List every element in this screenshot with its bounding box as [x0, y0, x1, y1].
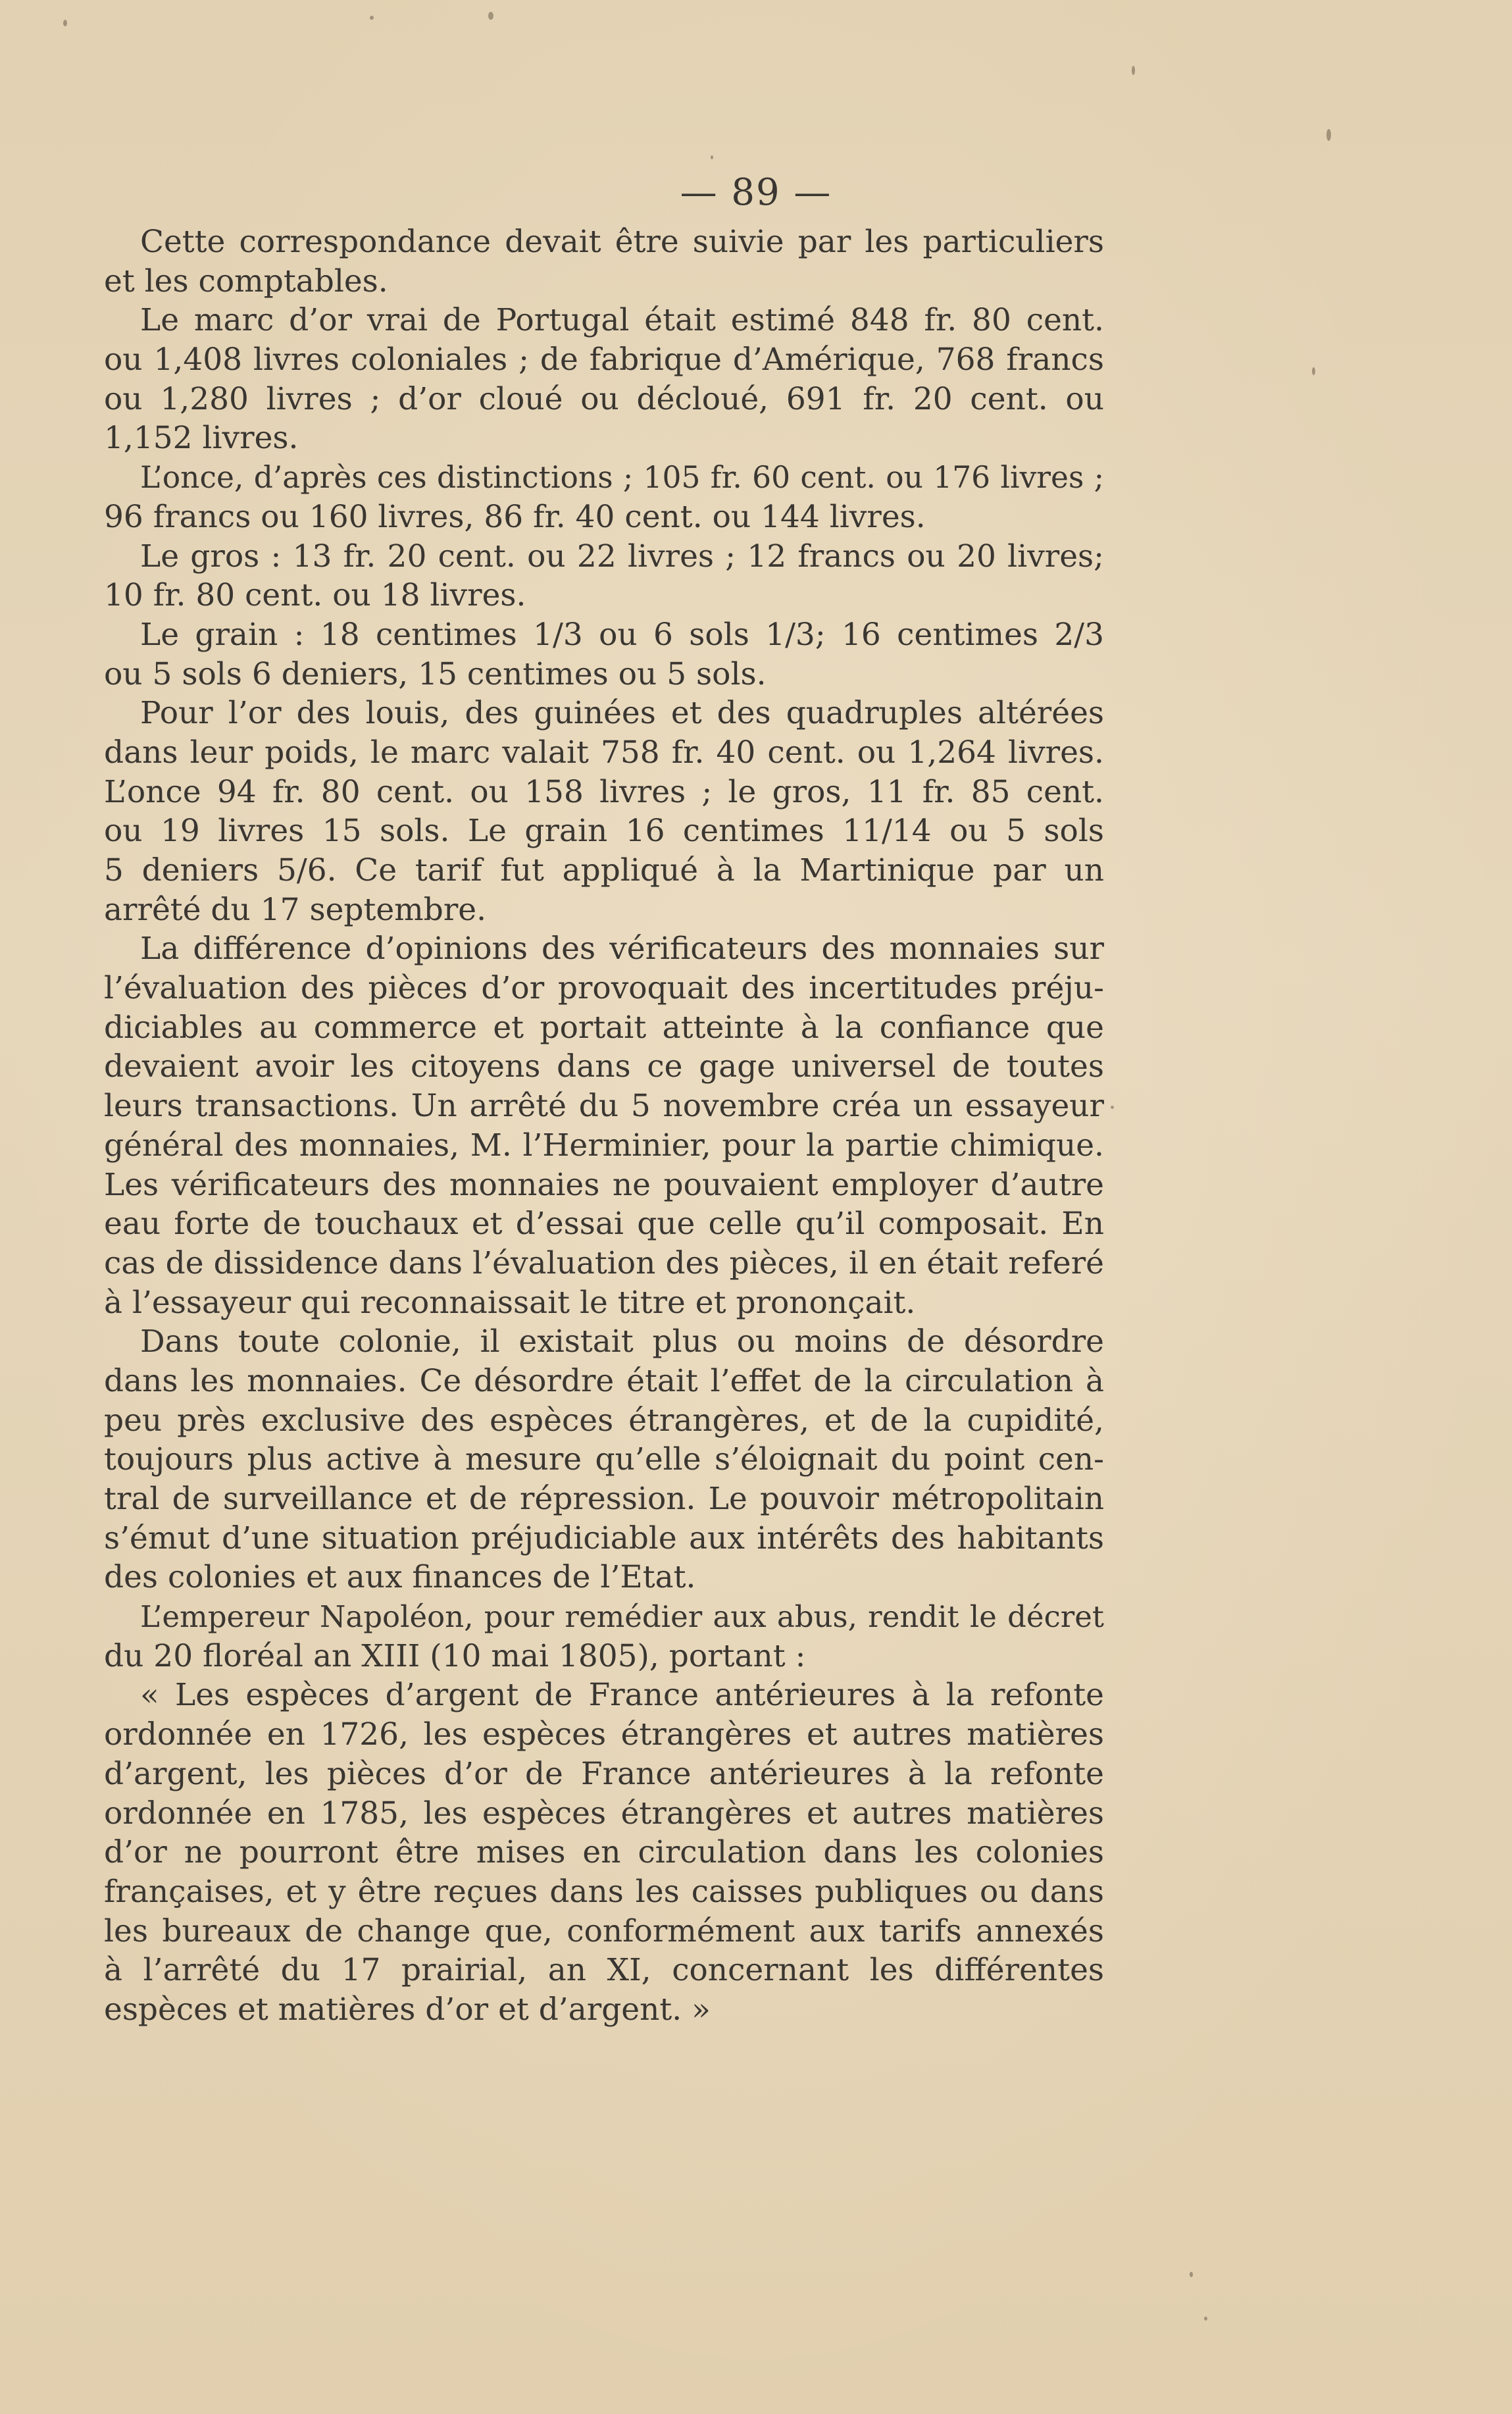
page-number: — 89 — — [680, 171, 832, 214]
paper-speck — [370, 16, 374, 20]
text-line: et les comptables. — [104, 263, 388, 299]
text-line: 96 francs ou 160 livres, 86 fr. 40 cent. ou 144 livres. — [104, 498, 926, 535]
paper-speck — [488, 12, 493, 20]
text-line: général des monnaies, M. l’Herminier, pour la partie chimique. — [104, 1127, 1104, 1164]
text-line: ordonnée en 1726, les espèces étrangères et autres matières — [104, 1716, 1104, 1753]
text-line: françaises, et y être reçues dans les caisses publiques ou dans — [104, 1873, 1104, 1910]
text-line: dans leur poids, le marc valait 758 fr. 40 cent. ou 1,264 livres. — [104, 734, 1104, 771]
text-line: peu près exclusive des espèces étrangères, et de la cupidité, — [104, 1402, 1104, 1439]
text-line: du 20 floréal an XIII (10 mai 1805), portant : — [104, 1637, 806, 1674]
text-line: Pour l’or des louis, des guinées et des quadruples altérées — [140, 695, 1104, 732]
text-line: Le grain : 18 centimes 1/3 ou 6 sols 1/3; 16 centimes 2/3 — [140, 616, 1104, 653]
text-line: diciables au commerce et portait atteinte à la confiance que — [104, 1009, 1104, 1046]
text-line: ordonnée en 1785, les espèces étrangères et autres matières — [104, 1795, 1104, 1832]
paper-speck — [1111, 1106, 1114, 1109]
text-line: ou 1,280 livres ; d’or cloué ou décloué, 691 fr. 20 cent. ou — [104, 380, 1104, 417]
text-line: La différence d’opinions des vérificateurs des monnaies sur — [140, 931, 1104, 967]
text-line: espèces et matières d’or et d’argent. » — [104, 1991, 711, 2028]
text-line: l’évaluation des pièces d’or provoquait des incertitudes préju- — [104, 970, 1104, 1007]
text-line: L’once 94 fr. 80 cent. ou 158 livres ; le gros, 11 fr. 85 cent. — [104, 773, 1104, 810]
text-line: arrêté du 17 septembre. — [104, 891, 487, 928]
paper-speck — [1204, 2317, 1207, 2321]
text-line: dans les monnaies. Ce désordre était l’effet de la circulation à — [104, 1362, 1104, 1399]
paper-speck — [1326, 129, 1331, 141]
text-line: toujours plus active à mesure qu’elle s’éloignait du point cen- — [104, 1441, 1104, 1478]
text-line: L’once, d’après ces distinctions ; 105 fr. 60 cent. ou 176 livres ; — [140, 460, 1104, 496]
text-line: d’argent, les pièces d’or de France antérieures à la refonte — [104, 1755, 1104, 1792]
text-line: leurs transactions. Un arrêté du 5 novembre créa un essayeur — [104, 1088, 1104, 1125]
text-line: Les vérificateurs des monnaies ne pouvaient employer d’autre — [104, 1166, 1104, 1203]
text-line: Le marc d’or vrai de Portugal était estimé 848 fr. 80 cent. — [140, 302, 1104, 339]
text-line: 5 deniers 5/6. Ce tarif fut appliqué à la Martinique par un — [104, 852, 1104, 888]
text-line: tral de surveillance et de répression. Le pouvoir métropolitain — [104, 1481, 1104, 1517]
text-line: Cette correspondance devait être suivie par les particuliers — [140, 224, 1104, 260]
text-line: Dans toute colonie, il existait plus ou moins de désordre — [140, 1323, 1104, 1360]
text-line: les bureaux de change que, conformément aux tarifs annexés — [104, 1913, 1104, 1949]
text-line: à l’arrêté du 17 prairial, an XI, concernant les différentes — [104, 1952, 1104, 1989]
paper-speck — [711, 155, 713, 159]
body-text — [104, 222, 1104, 2030]
text-line: d’or ne pourront être mises en circulation dans les colonies — [104, 1834, 1104, 1871]
text-line: ou 1,408 livres coloniales ; de fabrique d’Amérique, 768 francs — [104, 342, 1104, 378]
text-line: devaient avoir les citoyens dans ce gage universel de toutes — [104, 1048, 1104, 1085]
text-line: L’empereur Napoléon, pour remédier aux abus, rendit le décret — [140, 1599, 1104, 1635]
text-line: des colonies et aux finances de l’Etat. — [104, 1559, 696, 1596]
paper-speck — [1190, 2272, 1193, 2277]
paper-speck — [1312, 367, 1315, 375]
text-line: 10 fr. 80 cent. ou 18 livres. — [104, 577, 526, 614]
text-line: 1,152 livres. — [104, 420, 299, 457]
text-line: à l’essayeur qui reconnaissait le titre et prononçait. — [104, 1284, 916, 1321]
text-line: Le gros : 13 fr. 20 cent. ou 22 livres ; 12 francs ou 20 livres; — [140, 538, 1104, 575]
text-line: cas de dissidence dans l’évaluation des pièces, il en était referé — [104, 1245, 1104, 1281]
text-line: s’émut d’une situation préjudiciable aux intérêts des habitants — [104, 1520, 1104, 1556]
text-line: « Les espèces d’argent de France antérieures à la refonte — [140, 1677, 1104, 1714]
text-line: ou 5 sols 6 deniers, 15 centimes ou 5 sols. — [104, 655, 767, 692]
text-line: eau forte de touchaux et d’essai que celle qu’il composait. En — [104, 1206, 1104, 1243]
paper-speck — [1132, 66, 1135, 75]
text-line: ou 19 livres 15 sols. Le grain 16 centimes 11/14 ou 5 sols — [104, 813, 1104, 850]
paper-speck — [63, 20, 67, 26]
